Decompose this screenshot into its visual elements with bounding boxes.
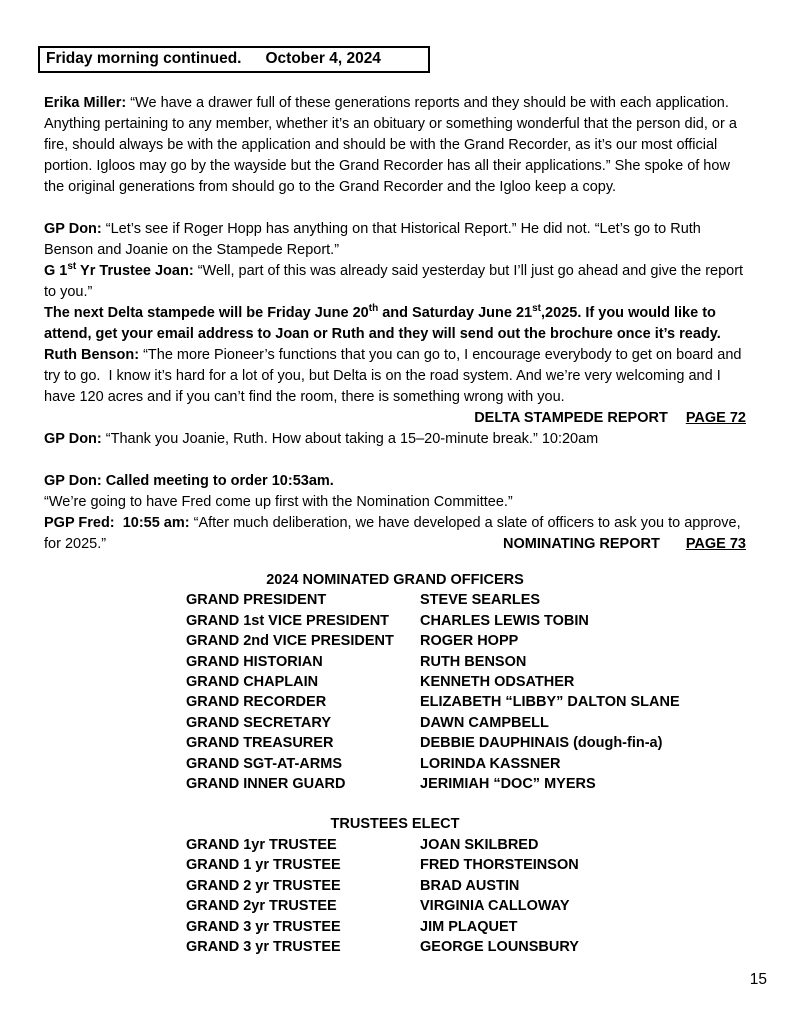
officer-row [186, 590, 746, 610]
trustees-section [44, 814, 746, 957]
officer-name: RUTH BENSON [420, 653, 527, 670]
report-page-ref: PAGE 73 [685, 536, 746, 552]
trustee-row [186, 855, 746, 875]
text-segment: “We’re going to have Fred come up first with the Nomination Committee.” [44, 494, 513, 510]
trustee-row [186, 876, 746, 896]
text-segment: Yr Trustee Joan: [76, 263, 198, 279]
superscript-text: st [532, 303, 542, 315]
trustee-name: VIRGINIA CALLOWAY [420, 898, 570, 915]
text-segment: “Well, part of this was already said yesterday but I’ll just go ahead and give the report to you.” [44, 263, 744, 300]
trustee-row [186, 896, 746, 916]
trustees-title: TRUSTEES ELECT [330, 816, 460, 833]
report-reference-line [44, 408, 746, 429]
body-text [44, 93, 746, 555]
text-segment: GP Don: [44, 431, 106, 447]
trustee-role: GRAND 2yr TRUSTEE [186, 898, 337, 915]
officer-name: ELIZABETH “LIBBY” DALTON SLANE [420, 694, 680, 711]
trustees-rows [186, 835, 746, 957]
page-number: 15 [749, 971, 767, 988]
report-page-ref: PAGE 72 [685, 410, 746, 426]
officers-title: 2024 NOMINATED GRAND OFFICERS [266, 572, 524, 588]
officer-role: GRAND RECORDER [186, 694, 327, 711]
report-reference-line [503, 534, 746, 555]
trustee-name: JOAN SKILBRED [420, 836, 539, 853]
paragraph [44, 345, 746, 408]
officer-name: DEBBIE DAUPHINAIS (dough-fin-a) [420, 735, 663, 752]
officer-role: GRAND SGT-AT-ARMS [186, 755, 343, 772]
officer-role: GRAND TREASURER [186, 735, 334, 752]
officer-row [186, 754, 746, 774]
trustee-name: JIM PLAQUET [420, 918, 518, 935]
report-title: NOMINATING REPORT [503, 536, 660, 552]
officer-name: KENNETH ODSATHER [420, 674, 575, 691]
text-segment: and Saturday June 21 [378, 305, 533, 321]
officers-section [44, 570, 746, 794]
report-title: DELTA STAMPEDE REPORT [474, 410, 668, 426]
officer-role: GRAND SECRETARY [186, 714, 332, 731]
trustee-row [186, 917, 746, 937]
officer-name: STEVE SEARLES [420, 592, 541, 609]
officer-name: ROGER HOPP [420, 633, 519, 650]
text-segment: “We have a drawer full of these generations reports and they should be with each application. Anything pertaining to any member, whether it’s an obituary or something wonderful that the person did, or a fire, should always be with the application and should be with the Grand Recorder, as it’s our most official portion. Igloos may go by the wayside but the Grand Recorder has all their applications.” She spoke of how the original generations from should go to the Grand Recorder and the Igloo keep a copy. [44, 95, 737, 195]
trustee-role: GRAND 3 yr TRUSTEE [186, 918, 341, 935]
officer-name: DAWN CAMPBELL [420, 714, 549, 731]
officer-role: GRAND INNER GUARD [186, 776, 346, 793]
officer-role: GRAND HISTORIAN [186, 653, 323, 670]
officer-row [186, 611, 746, 631]
blank-line [44, 450, 746, 471]
officer-row [186, 733, 746, 753]
trustee-role: GRAND 3 yr TRUSTEE [186, 938, 341, 955]
paragraph [44, 429, 746, 450]
trustee-row [186, 835, 746, 855]
trustee-name: FRED THORSTEINSON [420, 857, 579, 874]
paragraph [44, 492, 746, 513]
paragraph [44, 303, 746, 345]
text-segment: ,2025. If you would like to attend, get your email address to Joan or Ruth and they will send out the brochure once it’s ready. [44, 305, 721, 342]
officer-row [186, 774, 746, 794]
officer-name: LORINDA KASSNER [420, 755, 561, 772]
text-segment: “Let’s see if Roger Hopp has anything on that Historical Report.” He did not. “Let’s go to Ruth Benson and Joanie on the Stampede Report.” [44, 221, 701, 258]
text-segment: Ruth Benson: [44, 347, 144, 363]
trustee-role: GRAND 1yr TRUSTEE [186, 836, 337, 853]
officer-name: CHARLES LEWIS TOBIN [420, 612, 589, 629]
paragraph [44, 219, 746, 261]
text-segment: “Thank you Joanie, Ruth. How about taking a 15–20-minute break.” 10:20am [105, 431, 599, 447]
trustee-role: GRAND 2 yr TRUSTEE [186, 877, 341, 894]
session-date: October 4, 2024 [265, 50, 381, 67]
session-title: Friday morning continued. [46, 50, 242, 67]
trustee-row [186, 937, 746, 957]
session-header-box [38, 46, 430, 73]
paragraph [44, 513, 746, 555]
officer-role: GRAND PRESIDENT [186, 592, 327, 609]
text-segment: “After much deliberation, we have developed a slate of officers to ask you to approve, for 2025.” [44, 515, 741, 552]
text-segment: GP Don: [44, 221, 106, 237]
trustee-role: GRAND 1 yr TRUSTEE [186, 857, 341, 874]
officer-role: GRAND 1st VICE PRESIDENT [186, 612, 390, 629]
paragraph [44, 261, 746, 303]
superscript-text: th [368, 303, 379, 315]
text-segment: Erika Miller: [44, 95, 131, 111]
officer-row [186, 713, 746, 733]
text-segment: PGP Fred: 10:55 am: [44, 515, 194, 531]
officer-row [186, 672, 746, 692]
officer-role: GRAND CHAPLAIN [186, 674, 319, 691]
trustee-name: BRAD AUSTIN [420, 877, 520, 894]
officer-row [186, 631, 746, 651]
text-segment: G 1 [44, 263, 68, 279]
paragraph [44, 471, 746, 492]
superscript-text: st [67, 261, 77, 273]
text-segment: GP Don: Called meeting to order 10:53am. [44, 473, 334, 489]
blank-line [44, 198, 746, 219]
trustee-name: GEORGE LOUNSBURY [420, 938, 579, 955]
text-segment: “The more Pioneer’s functions that you can go to, I encourage everybody to get on board and try to go. I know it’s hard for a lot of you, but Delta is on the road system. And we’re very welcoming and I have 120 acres and if you can’t find the room, there is something wrong with you. [44, 347, 742, 405]
officer-name: JERIMIAH “DOC” MYERS [420, 776, 596, 793]
paragraph [44, 93, 746, 198]
officers-rows [186, 590, 746, 794]
officer-row [186, 692, 746, 712]
officer-row [186, 652, 746, 672]
text-segment: The next Delta stampede will be Friday June 20 [44, 305, 369, 321]
officer-role: GRAND 2nd VICE PRESIDENT [186, 633, 394, 650]
